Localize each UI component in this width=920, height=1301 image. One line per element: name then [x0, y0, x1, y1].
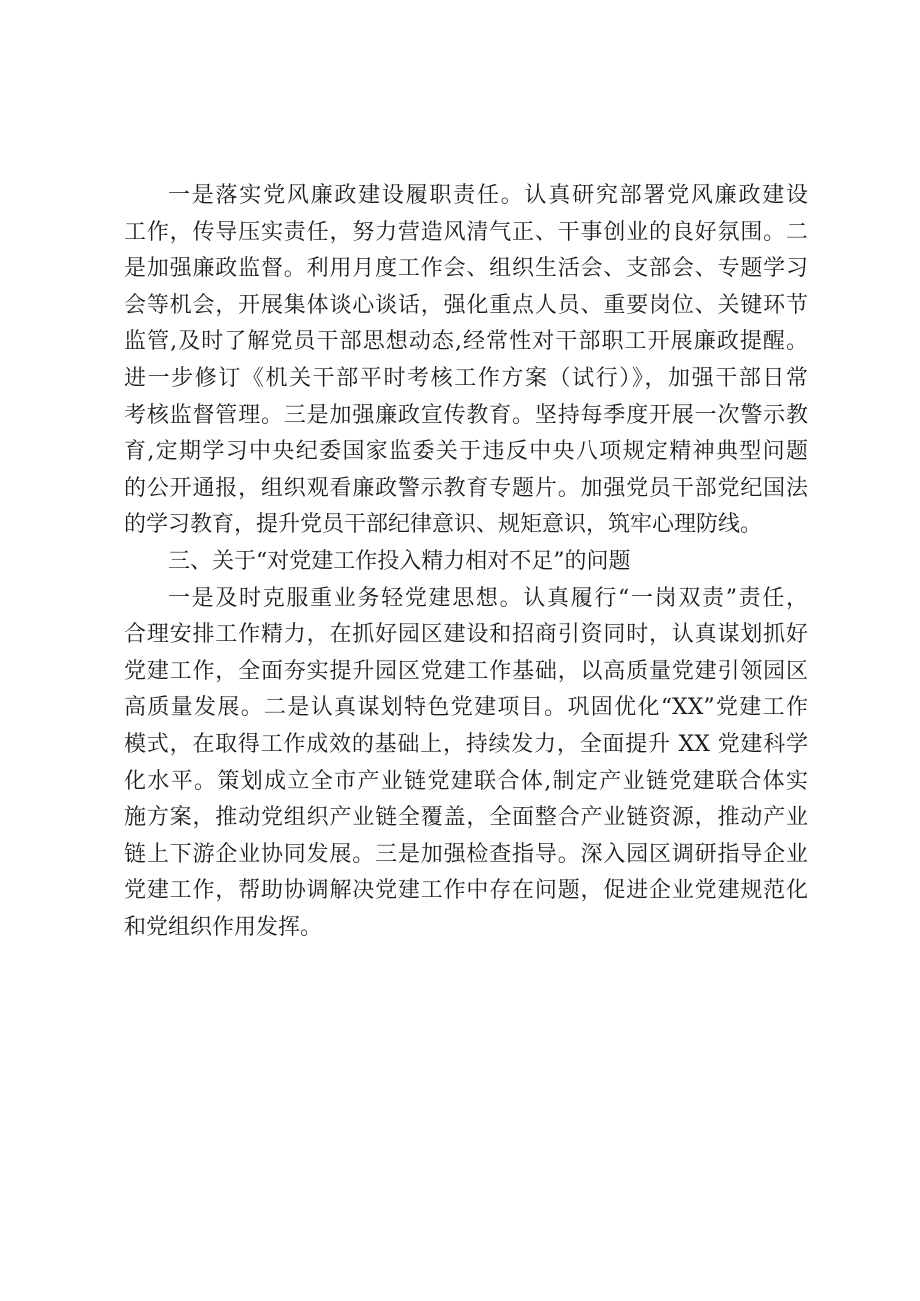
paragraph-party-building	[124, 581, 808, 947]
text-line: 党建工作，帮助协调解决党建工作中存在问题，促进企业党建规范化	[124, 878, 808, 904]
text-line: 一是及时克服重业务轻党建思想。认真履行“一岗双责”责任，	[168, 585, 808, 611]
text-line: 党建工作，全面夯实提升园区党建工作基础，以高质量党建引领园区	[124, 658, 808, 684]
text-line: 的公开通报，组织观看廉政警示教育专题片。加强党员干部党纪国法	[124, 475, 808, 501]
text-line: 化水平。策划成立全市产业链党建联合体,制定产业链党建联合体实	[124, 768, 808, 794]
text-line: 高质量发展。二是认真谋划特色党建项目。巩固优化“XX”党建工作	[124, 695, 808, 721]
text-line: 的学习教育，提升党员干部纪律意识、规矩意识，筑牢心理防线。	[124, 512, 763, 538]
text-line: 育,定期学习中央纪委国家监委关于违反中央八项规定精神典型问题	[124, 439, 808, 465]
document-body	[124, 178, 808, 946]
text-line: 一是落实党风廉政建设履职责任。认真研究部署党风廉政建设	[168, 183, 808, 208]
text-line: 进一步修订《机关干部平时考核工作方案（试行）》，加强干部日常	[124, 365, 808, 391]
text-line: 监管,及时了解党员干部思想动态,经常性对干部职工开展廉政提醒。	[124, 329, 808, 355]
text-line: 考核监督管理。三是加强廉政宣传教育。坚持每季度开展一次警示教	[124, 402, 808, 428]
text-line: 会等机会，开展集体谈心谈话，强化重点人员、重要岗位、关键环节	[124, 292, 808, 318]
text-line: 和党组织作用发挥。	[124, 914, 323, 940]
section-heading: 三、关于“对党建工作投入精力相对不足”的问题	[168, 548, 631, 574]
text-line: 链上下游企业协同发展。三是加强检查指导。深入园区调研指导企业	[124, 841, 808, 867]
paragraph-integrity-responsibility	[124, 178, 808, 544]
text-line: 合理安排工作精力，在抓好园区建设和招商引资同时，认真谋划抓好	[124, 622, 808, 648]
text-line: 施方案，推动党组织产业链全覆盖，全面整合产业链资源，推动产业	[124, 805, 808, 831]
text-line: 模式，在取得工作成效的基础上，持续发力，全面提升 XX 党建科学	[124, 731, 808, 757]
text-line: 是加强廉政监督。利用月度工作会、组织生活会、支部会、专题学习	[124, 256, 808, 282]
text-line: 工作，传导压实责任，努力营造风清气正、干事创业的良好氛围。二	[124, 219, 808, 245]
